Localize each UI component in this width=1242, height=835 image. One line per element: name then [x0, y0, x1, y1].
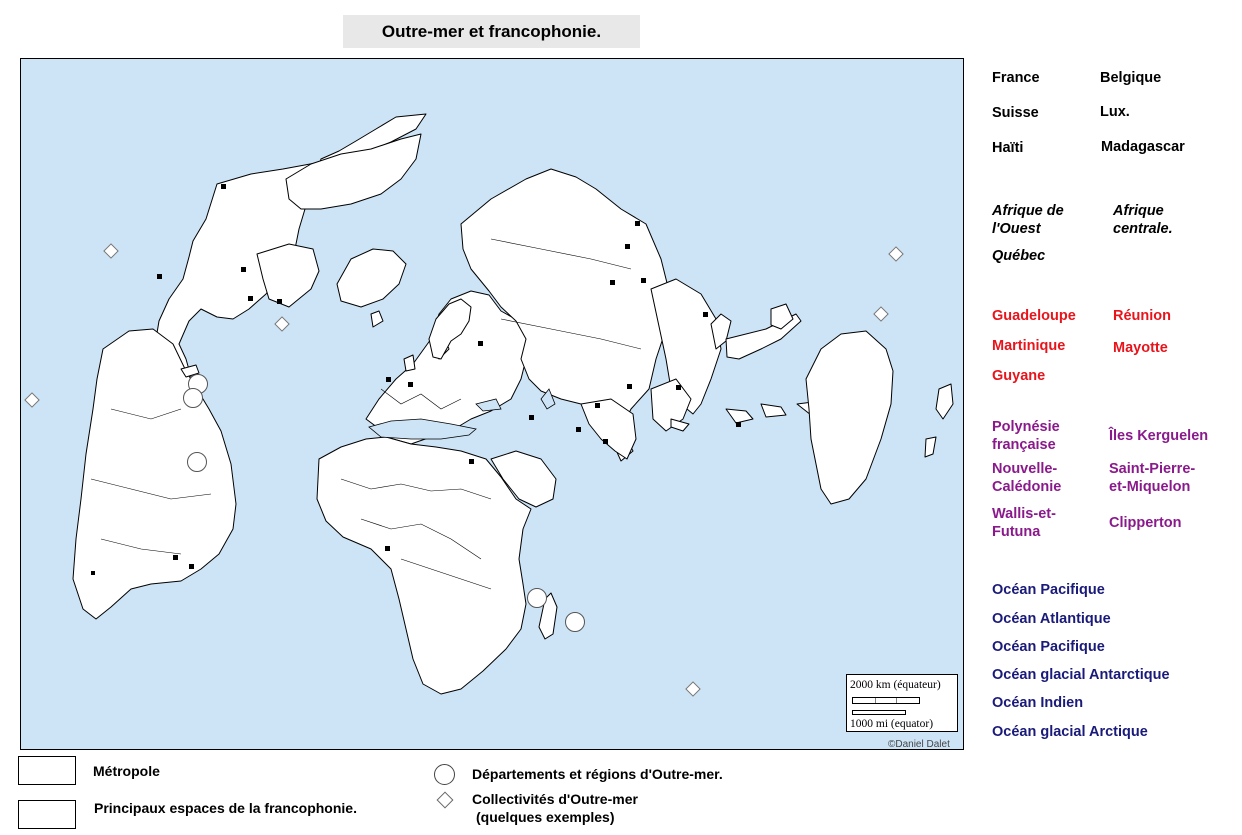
- legend-com-line2: (quelques exemples): [476, 809, 615, 825]
- label-ocean-pacifique-2: Océan Pacifique: [992, 639, 1105, 655]
- com-diamond-3: [25, 393, 39, 407]
- label-guyane: Guyane: [992, 368, 1046, 384]
- legend-com-line1: Collectivités d'Outre-mer: [472, 791, 638, 807]
- com-diamond-5: [874, 307, 888, 321]
- label-ocean-atlantique: Océan Atlantique: [992, 611, 1111, 627]
- label-ocean-arctique: Océan glacial Arctique: [992, 724, 1148, 740]
- label-suisse: Suisse: [992, 105, 1039, 121]
- label-reunion: Réunion: [1113, 308, 1171, 324]
- label-wallis-futuna: Wallis-et-Futuna: [992, 506, 1056, 540]
- label-lux: Lux.: [1100, 104, 1130, 120]
- label-guadeloupe: Guadeloupe: [992, 308, 1076, 324]
- legend-francophonie: Principaux espaces de la francophonie.: [94, 800, 357, 816]
- legend-com-diamond: [437, 792, 454, 809]
- label-france: France: [992, 70, 1040, 86]
- label-quebec: Québec: [992, 248, 1046, 264]
- label-kerguelen: Îles Kerguelen: [1109, 428, 1209, 444]
- label-afrique-centrale: Afrique centrale.: [1113, 203, 1173, 237]
- label-polynesie: Polynésie française: [992, 419, 1060, 453]
- australia-shape: [806, 331, 893, 504]
- scale-mi-label: 1000 mi (equator): [850, 718, 934, 730]
- copyright: ©Daniel Dalet: [888, 739, 950, 750]
- legend-drom: Départements et régions d'Outre-mer.: [472, 766, 723, 782]
- legend-box-francophonie: [18, 800, 76, 829]
- world-map-svg: [21, 59, 963, 749]
- com-diamond-1: [104, 244, 118, 258]
- label-madagascar: Madagascar: [1101, 139, 1185, 155]
- legend-box-metropole: [18, 756, 76, 785]
- africa-shape: [317, 437, 531, 694]
- label-ocean-pacifique-1: Océan Pacifique: [992, 582, 1105, 598]
- map-title: Outre-mer et francophonie.: [343, 15, 640, 48]
- label-martinique: Martinique: [992, 338, 1066, 354]
- legend-drom-circle: [434, 764, 455, 785]
- scale-km-label: 2000 km (équateur): [850, 679, 941, 691]
- legend-metropole: Métropole: [93, 763, 160, 779]
- world-map: [20, 58, 964, 750]
- drom-circle-reunion: [566, 613, 585, 632]
- label-haiti: Haïti: [992, 140, 1024, 156]
- label-ocean-indien: Océan Indien: [992, 695, 1084, 711]
- label-nouvelle-caledonie: Nouvelle-Calédonie: [992, 461, 1062, 495]
- label-mayotte: Mayotte: [1113, 340, 1168, 356]
- drom-circle-guyane: [188, 453, 207, 472]
- com-diamond-4: [889, 247, 903, 261]
- label-afrique-ouest: Afrique de l'Ouest: [992, 203, 1064, 237]
- scale-box: [846, 674, 958, 732]
- label-saint-pierre-miquelon: Saint-Pierre-et-Miquelon: [1109, 461, 1196, 495]
- label-belgique: Belgique: [1100, 70, 1162, 86]
- drom-circle-martinique: [184, 389, 203, 408]
- label-clipperton: Clipperton: [1109, 515, 1182, 531]
- south-america-shape: [73, 329, 236, 619]
- com-diamond-2: [275, 317, 289, 331]
- scale-bar-km: [852, 697, 920, 704]
- com-diamond-6: [686, 682, 700, 696]
- label-ocean-antarctique: Océan glacial Antarctique: [992, 667, 1170, 683]
- scale-bar-mi: [852, 710, 906, 715]
- drom-circle-mayotte: [528, 589, 547, 608]
